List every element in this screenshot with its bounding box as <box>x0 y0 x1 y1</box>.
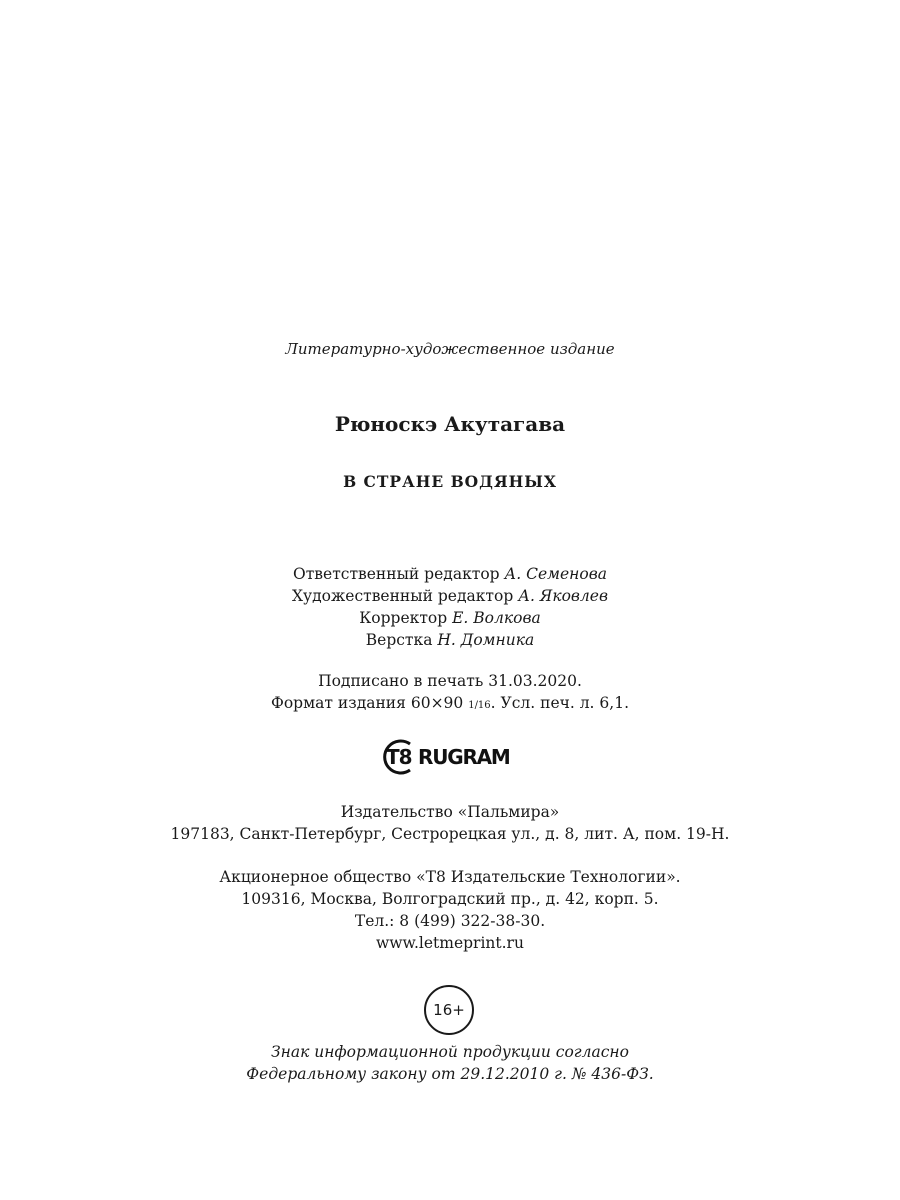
credit-name: А. Семенова <box>504 565 607 583</box>
credit-line <box>0 585 900 607</box>
age-rating-badge: 16+ <box>424 985 474 1035</box>
company-address: 109316, Москва, Волгоградский пр., д. 42, корп. 5. <box>241 890 659 908</box>
credit-role: Верстка <box>365 631 433 649</box>
credit-line <box>0 563 900 585</box>
company-info <box>0 866 900 954</box>
publisher-name: Издательство «Пальмира» <box>340 803 560 821</box>
author-name: Рюноскэ Акутагава <box>334 412 566 436</box>
t8-mark <box>380 738 418 776</box>
credit-name: Е. Волкова <box>452 609 541 627</box>
credit-name: Н. Домника <box>437 631 535 649</box>
format-line <box>0 692 900 717</box>
book-title: В СТРАНЕ ВОДЯНЫХ <box>343 472 557 491</box>
notice-line: Федеральному закону от 29.12.2010 г. № 436-ФЗ. <box>246 1065 654 1083</box>
credits-list <box>0 563 900 651</box>
credit-line <box>0 629 900 651</box>
credit-role: Корректор <box>359 609 448 627</box>
format-fraction: 1/16 <box>468 700 491 711</box>
publisher-info <box>0 801 900 845</box>
notice-line: Знак информационной продукции согласно <box>271 1043 629 1061</box>
company-website: www.letmeprint.ru <box>376 934 524 952</box>
print-info <box>0 670 900 717</box>
format-prefix: Формат издания 60×90 <box>270 694 469 712</box>
format-suffix: . Усл. печ. л. 6,1. <box>490 694 629 712</box>
publisher-address: 197183, Санкт-Петербург, Сестрорецкая ул., д. 8, лит. А, пом. 19-Н. <box>170 825 730 843</box>
company-phone: Тел.: 8 (499) 322-38-30. <box>354 912 546 930</box>
company-name: Акционерное общество «Т8 Издательские Технологии». <box>219 868 681 886</box>
rugram-brand: RUGRAM <box>418 745 510 769</box>
signed-date: Подписано в печать 31.03.2020. <box>318 672 582 690</box>
t8-rugram-logo <box>380 738 522 776</box>
age-notice <box>0 1041 900 1085</box>
genre-label: Литературно-художественное издание <box>285 340 615 358</box>
credit-name: А. Яковлев <box>518 587 608 605</box>
credit-role: Ответственный редактор <box>293 565 500 583</box>
credit-role: Художественный редактор <box>291 587 514 605</box>
t8-mark-text: T8 <box>386 745 412 769</box>
credit-line <box>0 607 900 629</box>
